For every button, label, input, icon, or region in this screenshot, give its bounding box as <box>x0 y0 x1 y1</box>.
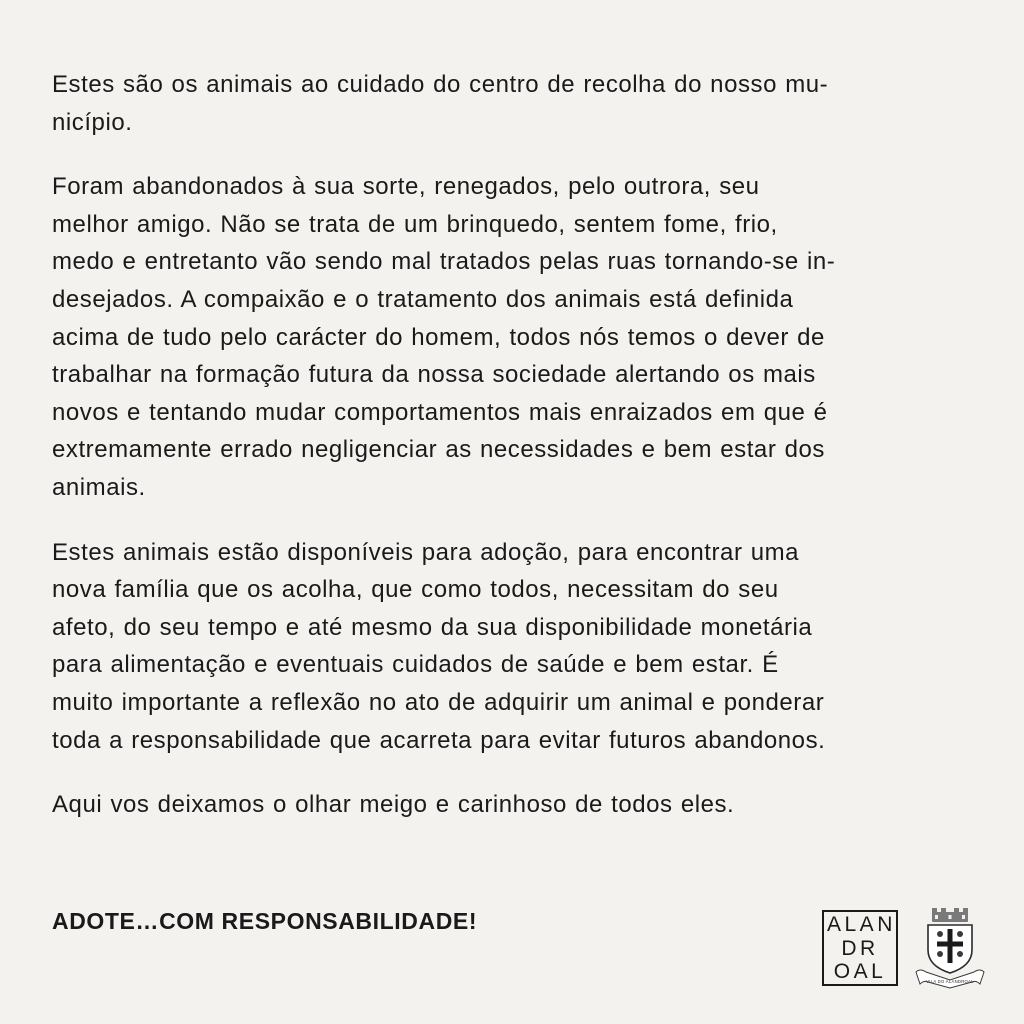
wordmark-line: ALAN <box>827 913 896 936</box>
paragraph-abandonment: Foram abandonados à sua sorte, renegados, pelo outrora, seu melhor amigo. Não se trata de um brinquedo, sentem fome, frio, medo e entretanto vão sendo mal tratados pelas ruas tornando-se in- desejados. A compaixão e o tratamento dos animais está definida acima de tudo pelo carácter do homem, todos nós temos o dever de trabalhar na formação futura da nossa sociedade alertando os mais novos e tentando mudar comportamentos mais enraizados em que é extremamente errado negligenciar as necessidades e bem estar dos animais. <box>52 173 836 501</box>
alandroal-wordmark-logo <box>822 910 898 986</box>
wordmark-line: DR <box>841 936 879 960</box>
slogan: ADOTE…COM RESPONSABILIDADE! <box>52 908 478 934</box>
municipal-seal-icon <box>910 906 990 990</box>
paragraph-intro: Estes são os animais ao cuidado do centro de recolha do nosso mu- nicípio. <box>52 71 829 136</box>
seal-caption: VILA DO ALANDROAL <box>926 979 974 984</box>
wordmark-line: OAL <box>833 960 887 983</box>
paragraph-closing: Aqui vos deixamos o olhar meigo e carinhoso de todos eles. <box>52 791 735 819</box>
document-body <box>52 66 982 851</box>
paragraph-adoption: Estes animais estão disponíveis para adoção, para encontrar uma nova família que os acolha, que como todos, necessitam do seu afeto, do seu tempo e até mesmo da sua disponibilidade monetária para alimentação e eventuais cuidados de saúde e bem estar. É muito importante a reflexão no ato de adquirir um animal e ponderar toda a responsabilidade que acarreta para evitar futuros abandonos. <box>52 538 826 754</box>
